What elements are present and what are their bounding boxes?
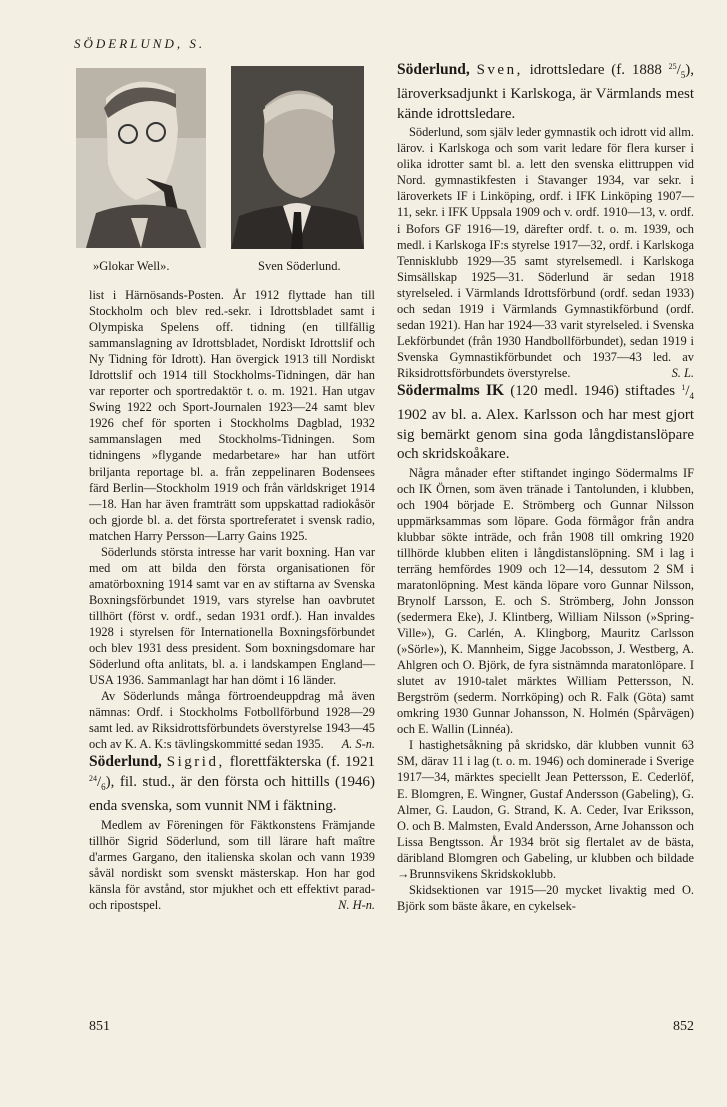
date-month: 6: [101, 781, 106, 792]
photo-caption-left: »Glokar Well».: [93, 259, 170, 273]
entry-heading-sven: Söderlund, Sven, idrottsledare (f. 1888 $^{25}/_5$), läroverksadjunkt i Karlskoga, är Värmlands mest kände idrottsledare.: [397, 61, 695, 122]
paragraph: Skidsektionen var 1915—20 mycket livaktig med O. Björk som bäste åkare, en cykelsek-: [397, 882, 694, 913]
page-number-right: 852: [673, 1019, 694, 1034]
date-month: 5: [680, 70, 686, 80]
photo-caption-right: Sven Söderlund.: [258, 259, 341, 273]
date-month: 4: [689, 390, 694, 401]
right-column: [397, 60, 694, 914]
entry-desc: (120 medl. 1946) stiftades: [510, 382, 676, 399]
entry-heading-sodermalms-ik: Södermalms IK (120 medl. 1946) stiftades $^1/_4$ 1902 av bl. a. Alex. Karlsson och har mest gjort sig bemärkt genom sina goda långdistanslöpare och skridskoåkare.: [397, 381, 694, 463]
running-header: SÖDERLUND, S.: [74, 36, 206, 51]
entry-name: Söderlund,: [397, 61, 470, 78]
entry-desc: idrottsledare (f. 1888: [529, 62, 662, 78]
paragraph-text: Av Söderlunds många förtroendeuppdrag må även nämnas: Ordf. i Stockholms Fotbollförbund 1928—29 samt led. av Riksidrottsförbundets överstyrelse 1943—45 och av K. A. K:s tävlingskommitté sedan 1935.: [89, 689, 375, 752]
portrait-photo-glokar-well: [76, 68, 206, 248]
portrait-photo-sven-soderlund: [231, 66, 364, 249]
paragraph-text: Söderlund, som själv leder gymnastik och idrott vid allm. lärov. i Karlskoga och som varit ledare för flera kurser i olika idrotter samt bl. a. lett den svenska elittruppen vid Nord. gymnastikfesten i Stavanger 1934, var sekr. i läroverkets IF i Linköping, ordf. i IFK Linköping 1907—11, sekr. i IFK Uppsala 1909 och v. ordf. 1910—13, v. ordf. i Bofors GF 1916—19, därefter ordf. t. o. m. 1939, och medl. i Karlskoga IF:s styrelse 1917—32, ordf. i Karlskoga Tennisklubb 1929—35 samt styrelsemedl. i Karlskoga Simsällskap 1925—31. Söderlund är sedan 1918 styrelseled. i Värmlands Idrottsförbund (ordf. sedan 1933) och sedan 1919 i Värmlands Gymnastikförbund (ordf. sedan 1921). Han har 1924—33 varit styrelseled. i Svenska Lekförbundet (från 1930 Handbollförbundet), sedan 1919 i Svenska Gymnastikförbundet och 1937—43 led. av Riksidrottsförbundets överstyrelse.: [397, 125, 694, 380]
paragraph-text: Medlem av Föreningen för Fäktkonstens Främjande tillhör Sigrid Söderlund, som till lärare haft maître d'armes Gargano, den italienska skolan och vann 1939 såväl nordiskt som svenskt mästerskap. Hon har god känsla för avstånd, stor mjukhet och ett effektivt parad- och ripostspel.: [89, 817, 375, 912]
entry-desc: ), fil. stud., är den första och hittills (1946) enda svenska, som vunnit NM i fäktning.: [89, 773, 375, 815]
page-number-left: 851: [89, 1019, 110, 1034]
left-column: [89, 287, 375, 913]
entry-name: Söderlund,: [89, 753, 162, 771]
entry-desc: 1902 av bl. a. Alex. Karlsson och har mest gjort sig bemärkt genom sina goda långdistanslöpare och skridskoåkare.: [397, 407, 694, 463]
paragraph: list i Härnösands-Posten. År 1912 flyttade han till Stockholm och blev red.-sekr. i Idrottsbladet samt i Olympiska Spelens off. tidning (en tillfällig sammanslagning av Idrottsbladet, Nordiskt Idrottslif och Ny Tidning för Idrott). Han övergick 1913 till Nordiskt Idrottslif och 1914 till Stockholms-Tidningen, där han var reporter och sportredaktör t. o. m. 1921. Han utgav Swing 1922 och Sport-Journalen 1923—24 samt blev 1926 chef för sporten i Stockholms Dagblad, 1932 sammanslagen med Stockholms-Tidningen. Som tidningens »flygande medarbetare» har han utfört briljanta reportage bl. a. från zeppelinaren Bodensees färd Berlin—Stockholm 1919 och från världskriget 1914—18. Han har även framträtt som uppskattad radiokåsör och gjorde bl. a. det första sportreferatet i svensk radio, matchen Harry Persson—Larry Gains 1925.: [89, 288, 375, 543]
entry-desc: ), läroverksadjunkt i Karlskoga, är Värmlands mest kände idrottsledare.: [397, 62, 695, 122]
entry-desc: florettfäkterska (f. 1921: [229, 754, 376, 771]
entry-given-name: Sven,: [476, 62, 523, 78]
date-day: 24: [89, 773, 97, 783]
date-day: 25: [668, 62, 677, 71]
author-signature: S. L.: [671, 365, 694, 380]
paragraph: [89, 688, 375, 752]
entry-given-name: Sigrid,: [166, 754, 225, 771]
entry-heading-sigrid: Söderlund, Sigrid, florettfäkterska (f. 1921 $^{24}/_6$), fil. stud., är den första och hittills (1946) enda svenska, som vunnit NM i fäktning.: [89, 753, 376, 815]
paragraph: [89, 817, 375, 913]
date-day: 1: [681, 382, 686, 392]
author-signature: A. S-n.: [341, 737, 375, 752]
paragraph: [397, 124, 694, 381]
paragraph: Söderlunds största intresse har varit boxning. Han var med om att bilda den första organisationen för amatörboxning 1914 samt var en av stiftarna av Svenska Boxningsförbundet 1919, vars styrelse han oavbrutet tillhört (först v. ordf., sedan 1931 ordf.). Han invaldes 1928 i styrelsen för Internationella Boxningsförbundet och blev 1931 dess president. Som boxningsdomare har Söderlund ofta anlitats, bl. a. i landskampen England—USA 1936. Sammanlagt har han dömt i 16 länder.: [89, 544, 375, 688]
paragraph: I hastighetsåkning på skridsko, där klubben vunnit 63 SM, därav 11 i lag (t. o. m. 1946) och dominerade i Sverige 1917—34, märktes speciellt Jean Pettersson, E. Cederlöf, E. Blomgren, E. Wingner, Gustaf Andersson (Gabeling), G. Almer, G. Laudon, G. Strand, K. A. Ceder, Ivar Eriksson, O. och B. Malmsten, Evald Andersson, Arne Johansson och Lissa Bengtsson. År 1934 bröt sig flertalet av de bästa, däribland Blomgren och Gabeling, ur klubben och bildade →Brunnsvikens Skridskoklubb.: [397, 738, 694, 881]
entry-name: Södermalms IK: [397, 381, 505, 399]
paragraph: Några månader efter stiftandet ingingo Södermalms IF och IK Örnen, som även tränade i Tantolunden, i klubben, och 1904 började E. Strömberg och Gunnar Nilsson uppmärksammas som löpare. Goda förmågor från andra klubbar sökte inträde, och från 1908 till omkring 1920 tillhörde klubben eliten i långdistanslöpning. SM i lag i terräng hemfördes 1909 och 12—14, dessutom 2 SM i maratonlöpning. Mest kända löpare voro Gunnar Nilsson, Brynolf Larsson, E. och S. Strömberg, John Jonsson (sedermera Eke), J. Klintberg, William Nilsson (»Spring-Ville»), G. Carlén, A. Klingborg, Mauritz Carlsson (»Sörle»), K. Mannheim, Sigge Jacobsson, J. Westberg, A. Ahlgren och O. Björk, de fyra sistnämnda maratonlöpare. I slutet av 1910-talet märktes William Pettersson, N. Bergström (sederm. Norrköping) och R. Falk (Göta) samt omkring 1930 Gunnar Johansson, N. Holmén (Spårvägen) och E. Wallin (Linnéa).: [397, 465, 694, 737]
author-signature: N. H-n.: [338, 897, 375, 912]
